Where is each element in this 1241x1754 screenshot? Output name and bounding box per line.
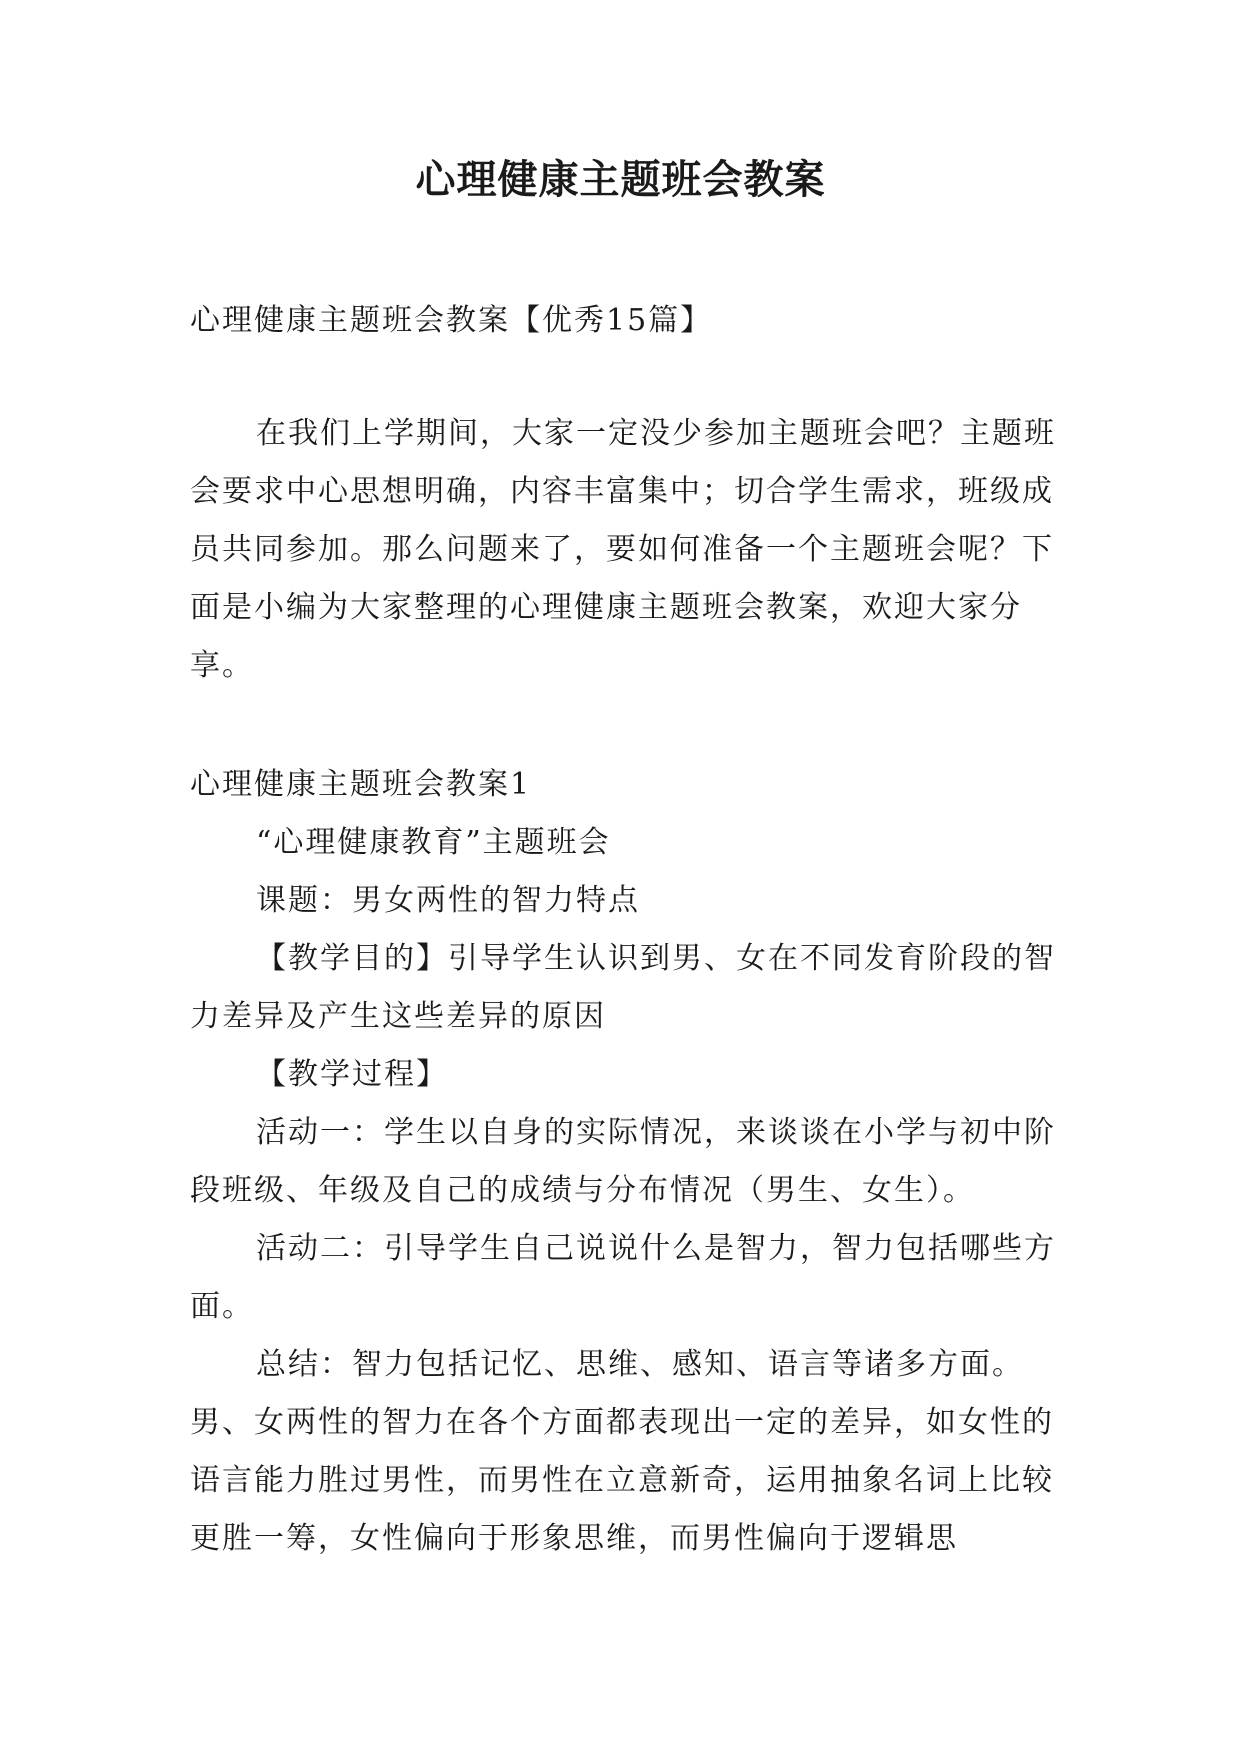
paragraph-activity-two: 活动二：引导学生自己说说什么是智力，智力包括哪些方面。: [190, 1231, 1056, 1324]
document-subtitle: 心理健康主题班会教案【优秀15篇】: [190, 303, 713, 338]
paragraph-activity-one: 活动一：学生以自身的实际情况，来谈谈在小学与初中阶段班级、年级及自己的成绩与分布情况（男生、女生）。: [190, 1115, 1056, 1208]
section-title: 心理健康主题班会教案1: [190, 767, 532, 802]
paragraph-theme: “心理健康教育”主题班会: [256, 825, 611, 860]
paragraph-topic: 课题：男女两性的智力特点: [256, 883, 640, 918]
paragraph-summary: 总结：智力包括记忆、思维、感知、语言等诸多方面。男、女两性的智力在各个方面都表现出一定的差异，如女性的语言能力胜过男性，而男性在立意新奇，运用抽象名词上比较更胜一筹，女性偏向于形象思维，而男性偏向于逻辑思: [190, 1347, 1054, 1556]
document-title: 心理健康主题班会教案: [415, 156, 826, 203]
paragraph-teaching-goal: 【教学目的】引导学生认识到男、女在不同发育阶段的智力差异及产生这些差异的原因: [190, 941, 1056, 1034]
paragraph-teaching-process: 【教学过程】: [256, 1057, 448, 1092]
intro-paragraph: 在我们上学期间，大家一定没少参加主题班会吧？主题班会要求中心思想明确，内容丰富集中；切合学生需求，班级成员共同参加。那么问题来了，要如何准备一个主题班会呢？下面是小编为大家整理的心理健康主题班会教案，欢迎大家分享。: [190, 416, 1056, 683]
